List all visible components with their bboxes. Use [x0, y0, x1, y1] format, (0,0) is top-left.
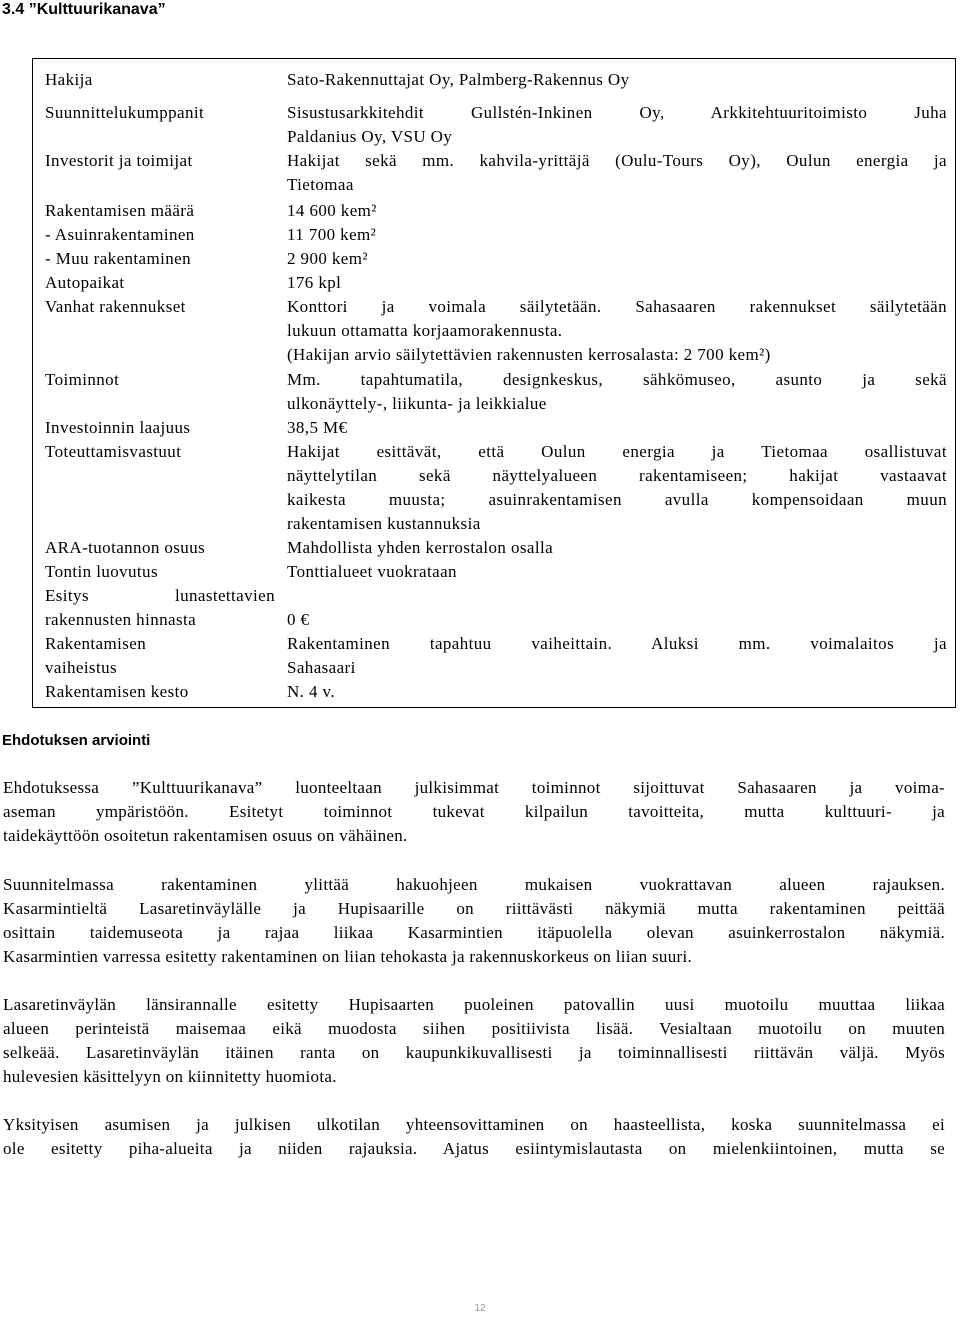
info-label: Suunnittelukumppanit — [45, 103, 205, 122]
section-heading: 3.4 ”Kulttuurikanava” — [2, 1, 166, 18]
info-value: 2 900 kem² — [287, 249, 368, 268]
info-value: Konttori ja voimala säilytetään. Sahasaaren rakennukset säilytetään lukuun ottamatta korjaamorakennusta. (Hakijan arvio säilytettävien rakennusten kerrosalasta: 2 700 kem²) — [287, 297, 947, 364]
info-value: Hakijat esittävät, että Oulun energia ja Tietomaa osallistuvat näyttelytilan sekä näyttelyalueen rakentamiseen; hakijat vastaavat kaikesta muusta; asuinrakentamisen avulla kompensoidaan muun rakentamisen kustannuksia — [287, 442, 947, 533]
info-value: 14 600 kem² — [287, 201, 377, 220]
info-label: Rakentamisen kesto — [45, 682, 189, 701]
info-label: Vanhat rakennukset — [45, 297, 186, 316]
info-label: - Asuinrakentaminen — [45, 225, 195, 244]
info-value: Sato-Rakennuttajat Oy, Palmberg-Rakennus Oy — [287, 70, 630, 89]
info-value: Hakijat sekä mm. kahvila-yrittäjä (Oulu-Tours Oy), Oulun energia ja Tietomaa — [287, 151, 947, 194]
info-label: - Muu rakentaminen — [45, 249, 191, 268]
info-value: Sisustusarkkitehdit Gullstén-Inkinen Oy, Arkkitehtuuritoimisto Juha Paldanius Oy, VSU Oy — [287, 103, 947, 146]
info-label: Toteuttamisvastuut — [45, 442, 182, 461]
project-info-table — [32, 58, 956, 708]
paragraph-1: Ehdotuksessa ”Kulttuurikanava” luonteeltaan julkisimmat toiminnot sijoittuvat Sahasaaren ja voima- aseman ympäristöön. Esitetyt toiminnot tukevat kilpailun tavoitteita, mutta kulttuuri- ja taidekäyttöön osoitetun rakentamisen osuus on vähäinen. — [3, 778, 945, 845]
info-value: Mahdollista yhden kerrostalon osalla — [287, 538, 554, 557]
info-label: Autopaikat — [45, 273, 125, 292]
evaluation-heading: Ehdotuksen arviointi — [2, 732, 151, 749]
info-label: Esitys lunastettavien rakennusten hinnasta — [45, 586, 275, 629]
info-value: Rakentaminen tapahtuu vaiheittain. Aluksi mm. voimalaitos ja Sahasaari — [287, 634, 947, 677]
paragraph-4: Yksityisen asumisen ja julkisen ulkotilan yhteensovittaminen on haasteellista, koska suunnitelmassa ei ole esitetty piha-alueita ja niiden rajauksia. Ajatus esiintymislautasta on mielenkiintoinen, mutta se — [3, 1115, 945, 1158]
info-label: Investorit ja toimijat — [45, 151, 193, 170]
info-value: 176 kpl — [287, 273, 342, 292]
info-value: Tonttialueet vuokrataan — [287, 562, 457, 581]
info-label: Tontin luovutus — [45, 562, 158, 581]
info-label: Rakentamisen määrä — [45, 201, 195, 220]
info-label: Rakentamisen vaiheistus — [45, 634, 147, 677]
info-label: Investoinnin laajuus — [45, 418, 191, 437]
info-value: Mm. tapahtumatila, designkeskus, sähkömuseo, asunto ja sekä ulkonäyttely-, liikunta- ja leikkialue — [287, 370, 947, 413]
info-value: 0 € — [287, 610, 310, 629]
paragraph-3: Lasaretinväylän länsirannalle esitetty Hupisaarten puoleinen patovallin uusi muotoilu muuttaa liikaa alueen perinteistä maisemaa eikä muodosta siihen positiivista lisää. Vesialtaan muotoilu on muuten selkeää. Lasaretinväylän itäinen ranta on kaupunkikuvallisesti ja toiminnallisesti riittävän väljä. Myös hulevesien käsittelyyn on kiinnitetty huomiota. — [3, 995, 945, 1086]
paragraph-2: Suunnitelmassa rakentaminen ylittää hakuohjeen mukaisen vuokrattavan alueen rajauksen. Kasarmintieltä Lasaretinväylälle ja Hupisaarille on riittävästi näkymiä mutta rakentaminen peittää osittain taidemuseota ja rajaa liikaa Kasarmintien itäpuolella olevan asuinkerrostalon näkymiä. Kasarmintien varressa esitetty rakentaminen on liian tehokasta ja rakennuskorkeus on liian suuri. — [3, 875, 945, 966]
info-label: Hakija — [45, 70, 93, 89]
page-number: 12 — [474, 1303, 486, 1314]
info-label: ARA-tuotannon osuus — [45, 538, 206, 557]
info-value: 11 700 kem² — [287, 225, 377, 244]
info-value: N. 4 v. — [287, 682, 335, 701]
info-label: Toiminnot — [45, 370, 120, 389]
info-value: 38,5 M€ — [287, 418, 348, 437]
